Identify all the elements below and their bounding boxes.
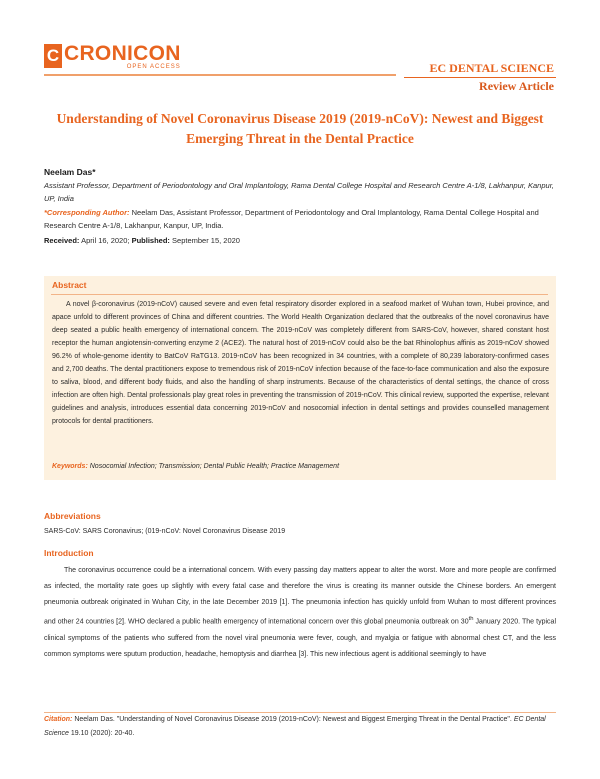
logo-wordmark: CRONICON [64, 42, 181, 65]
corresponding-text: Neelam Das, Assistant Professor, Department of Periodontology and Oral Implantology, Rama Dental College Hospital and Research Centre A-1/8, Lakhanpur, Kanpur, UP, India. [44, 208, 539, 230]
logo-mark: C [44, 44, 62, 68]
introduction-text: The coronavirus occurrence could be a international concern. With every passing day matters appear to alter the worst. More and more people are confirmed as infected, the mortality rate goes up slightly with every fatal case and therefore the virus is creating its manner outside the Chinese borders. An emergent pneumonia outbreak originated in Wuhan City, in the late December 2019 [1]. The pneumonia infection has quickly unfold from Wuhan to most different provinces and other 24 countries [2]. WHO declared a public health emergency of international concern over this global pneumonia outbreak on 30th January 2020. The typical clinical symptoms of the patients who suffered from the novel viral pneumonia were fever, cough, and myalgia or fatigue with abnormal chest CT, and the less common symptoms were sputum production, headache, hemoptysis and diarrhea [3]. This new infectious agent is additional seemingly to have [44, 567, 556, 658]
header-divider [44, 74, 396, 76]
citation-label: Citation: [44, 716, 73, 723]
journal-divider [404, 77, 556, 78]
cronicon-logo [44, 44, 181, 70]
published-label: Published: [131, 236, 170, 245]
published-date: September 15, 2020 [172, 236, 240, 245]
keywords-text: Nosocomial Infection; Transmission; Dental Public Health; Practice Management [89, 463, 340, 470]
abstract-box [44, 276, 556, 480]
abbreviations-text: SARS-CoV: SARS Coronavirus; (019-nCoV: Novel Coronavirus Disease 2019 [44, 528, 286, 535]
abstract-heading: Abstract [52, 280, 87, 290]
corresponding-label: *Corresponding Author: [44, 208, 130, 217]
journal-name: EC DENTAL SCIENCE [429, 61, 554, 75]
article-type: Review Article [479, 79, 554, 93]
author-name: Neelam Das* [44, 167, 96, 177]
keywords [52, 463, 549, 470]
abstract-divider [51, 294, 548, 295]
citation-journal: EC Dental Science [44, 716, 546, 737]
introduction-heading: Introduction [44, 548, 94, 558]
article-dates [44, 236, 240, 245]
keywords-label: Keywords: [52, 463, 88, 470]
citation-details: 19.10 (2020): 20-40. [70, 730, 135, 737]
author-affiliation: Assistant Professor, Department of Periodontology and Oral Implantology, Rama Dental College Hospital and Research Centre A-1/8, Lakhanpur, Kanpur, UP, India [44, 181, 554, 203]
corresponding-author [44, 207, 556, 232]
received-date: April 16, 2020; [81, 236, 130, 245]
received-label: Received: [44, 236, 80, 245]
citation [44, 713, 556, 741]
logo-tagline: OPEN ACCESS [126, 64, 181, 70]
citation-text: Neelam Das. "Understanding of Novel Coronavirus Disease 2019 (2019-nCoV): Newest and Biggest Emerging Threat in the Dental Practice". [74, 716, 512, 723]
article-title: Understanding of Novel Coronavirus Disease 2019 (2019-nCoV): Newest and Biggest Emerging Threat in the Dental Practice [56, 111, 544, 146]
abstract-text: A novel β-coronavirus (2019-nCoV) caused severe and even fetal respiratory disorder explored in a seafood market of Wuhan town, Hubei province, and apace unfold to different provinces of China and different countries. The World Health Organization declared that the outbreaks of the novel coronavirus have deep seated a public health emergency of international concern. The 2019-nCoV was completely different from SARS-CoV, however, shared constant host receptor the human angiotensin-converting enzyme 2 (ACE2). The natural host of 2019-nCoV could also be the bat Rhinolophus affinis as 2019-nCoV showed 96.2% of whole-genome identity to BatCoV RaTG13. 2019-nCoV has been recognized in 34 countries, with a complete of 80,239 laboratory-confirmed cases and 2,700 deaths. The dental practitioners expose to tremendous risk of 2019-nCoV infection because of the face-to-face communication and also the exposure to saliva, blood, and different body fluids, and also the handling of sharp instruments. Because of the characteristics of dental settings, the chance of cross infection are often high. Dental professionals play great roles in preventing the transmission of 2019-nCoV. This clinical review, supported the expertise, relevant guidelines and analysis, introduces essential data concerning 2019-nCoV and nosocomial infection in dental settings and provides counselled management protocols for dental practitioners. [52, 301, 549, 425]
abbreviations-heading: Abbreviations [44, 511, 101, 521]
